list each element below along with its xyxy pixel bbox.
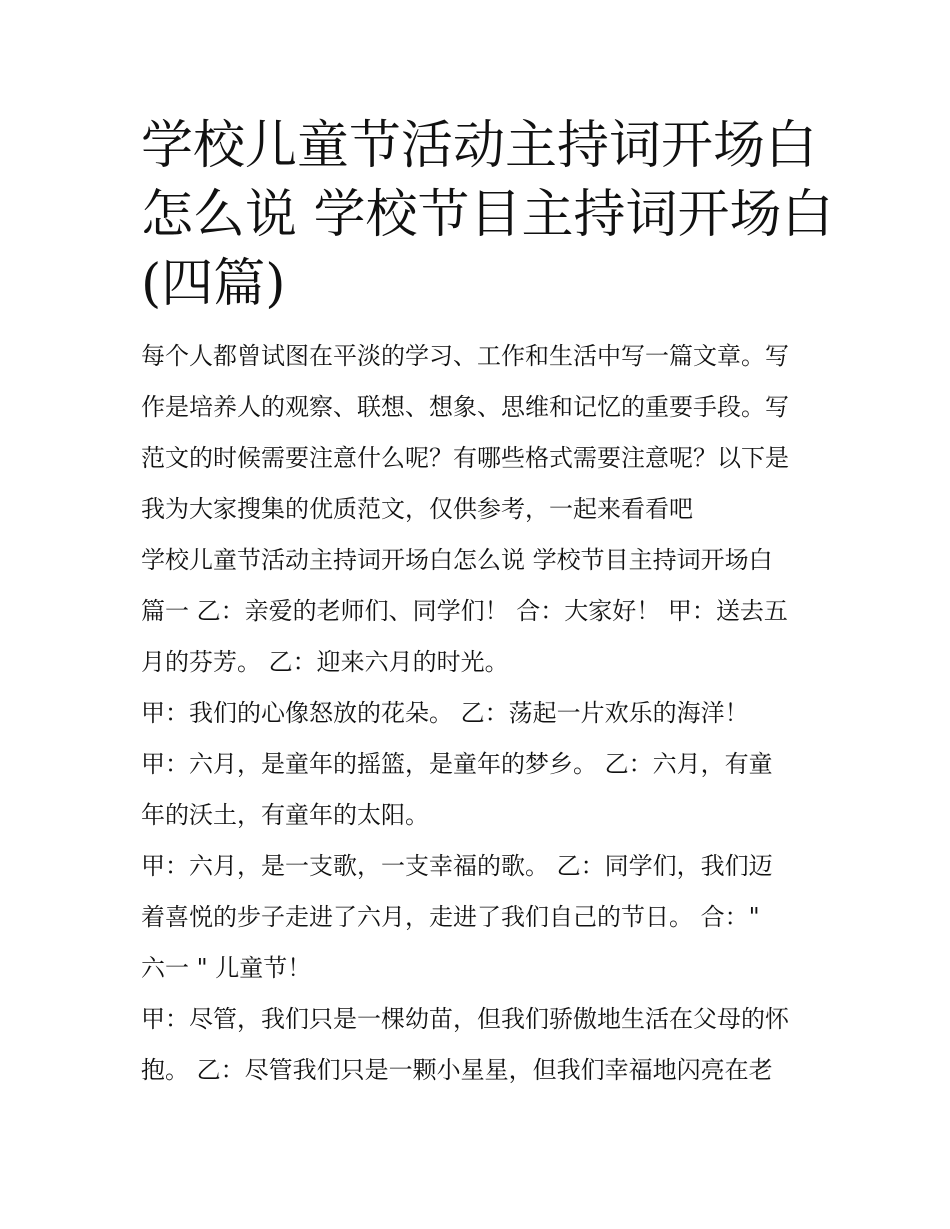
body-line: 年的沃土，有童年的太阳。 [141,801,429,829]
body-line: 每个人都曾试图在平淡的学习、工作和生活中写一篇文章。写 [141,342,789,370]
body-line: 范文的时候需要注意什么呢？有哪些格式需要注意呢？以下是 [141,444,789,472]
title-line: (四篇) [141,254,286,314]
body-line: 甲：我们的心像怒放的花朵。 乙：荡起一片欢乐的海洋！ [141,699,749,727]
title-line: 学校儿童节活动主持词开场白 [141,116,818,176]
body-line: 着喜悦的步子走进了六月，走进了我们自己的节日。 合：" [141,903,760,931]
body-line: 月的芬芳。 乙：迎来六月的时光。 [141,648,509,676]
body-line: 六一 " 儿童节！ [141,954,312,982]
title-line: 怎么说 学校节目主持词开场白 [141,185,834,245]
body-line: 抱。 乙：尽管我们只是一颗小星星，但我们幸福地闪亮在老 [141,1056,773,1084]
body-line: 篇一 乙：亲爱的老师们、同学们！ 合：大家好！ 甲：送去五 [141,597,788,625]
document-body [141,331,821,1096]
body-line: 我为大家搜集的优质范文，仅供参考，一起来看看吧 [141,495,693,523]
body-line: 甲：六月，是一支歌，一支幸福的歌。 乙：同学们，我们迈 [141,852,773,880]
body-line: 甲：尽管，我们只是一棵幼苗，但我们骄傲地生活在父母的怀 [141,1005,789,1033]
document-title [141,112,834,319]
body-line: 学校儿童节活动主持词开场白怎么说 学校节目主持词开场白 [141,546,773,574]
body-line: 作是培养人的观察、联想、想象、思维和记忆的重要手段。写 [141,393,789,421]
body-line: 甲：六月，是童年的摇篮，是童年的梦乡。 乙：六月，有童 [141,750,773,778]
document-content [141,112,834,1096]
